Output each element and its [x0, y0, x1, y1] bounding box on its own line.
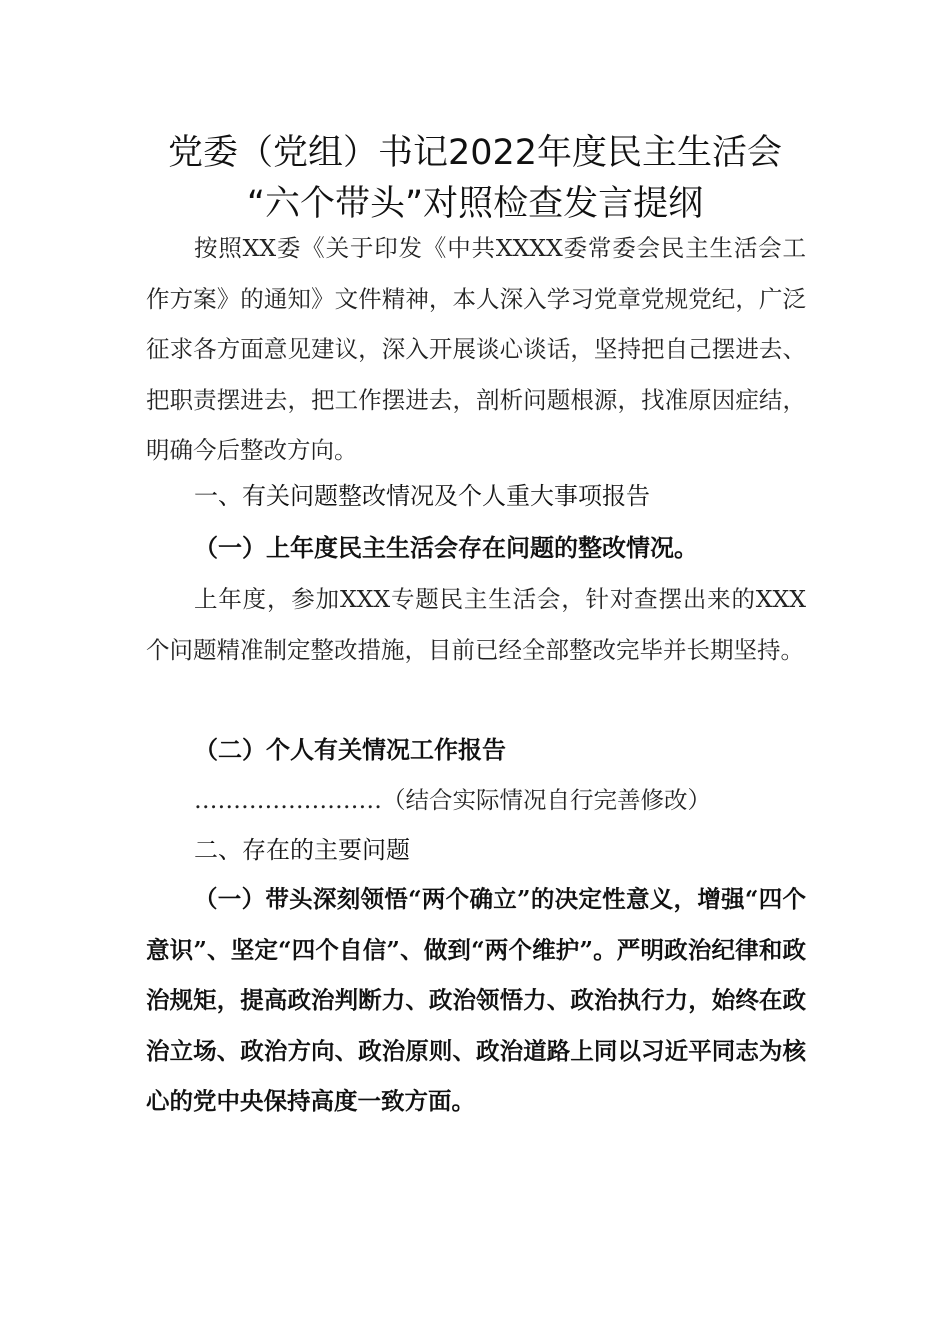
section-2-sub-1-text: （一）带头深刻领悟“两个确立”的决定性意义，增强“四个意识”、坚定“四个自信”、做到“两个维护”。严明政治纪律和政治规矩，提高政治判断力、政治领悟力、政治执行力，始终在政治立场、政治方向、政治原则、政治道路上同以习近平同志为核心的党中央保持高度一致方面。	[146, 885, 806, 1115]
section-1-sub-2-placeholder: ……………………（结合实际情况自行完善修改）	[194, 786, 711, 814]
section-1-sub-1-text: 上年度，参加XXX专题民主生活会，针对查摆出来的XXX个问题精准制定整改措施，目前已经全部整改完毕并长期坚持。	[146, 585, 806, 664]
section-1-sub-1-heading: （一）上年度民主生活会存在问题的整改情况。	[194, 534, 698, 562]
document-title-line-1: 党委（党组）书记2022年度民主生活会	[167, 133, 783, 173]
intro-paragraph: 按照XX委《关于印发《中共XXXX委常委会民主生活会工作方案》的通知》文件精神，本人深入学习党章党规党纪，广泛征求各方面意见建议，深入开展谈心谈话，坚持把自己摆进去、把职责摆进去，把工作摆进去，剖析问题根源，找准原因症结，明确今后整改方向。	[146, 234, 806, 464]
document-title-line-2: “六个带头”对照检查发言提纲	[246, 184, 704, 224]
section-1-heading: 一、有关问题整改情况及个人重大事项报告	[194, 482, 650, 510]
section-1-sub-2-heading: （二）个人有关情况工作报告	[194, 736, 506, 764]
section-2-heading: 二、存在的主要问题	[194, 836, 410, 864]
